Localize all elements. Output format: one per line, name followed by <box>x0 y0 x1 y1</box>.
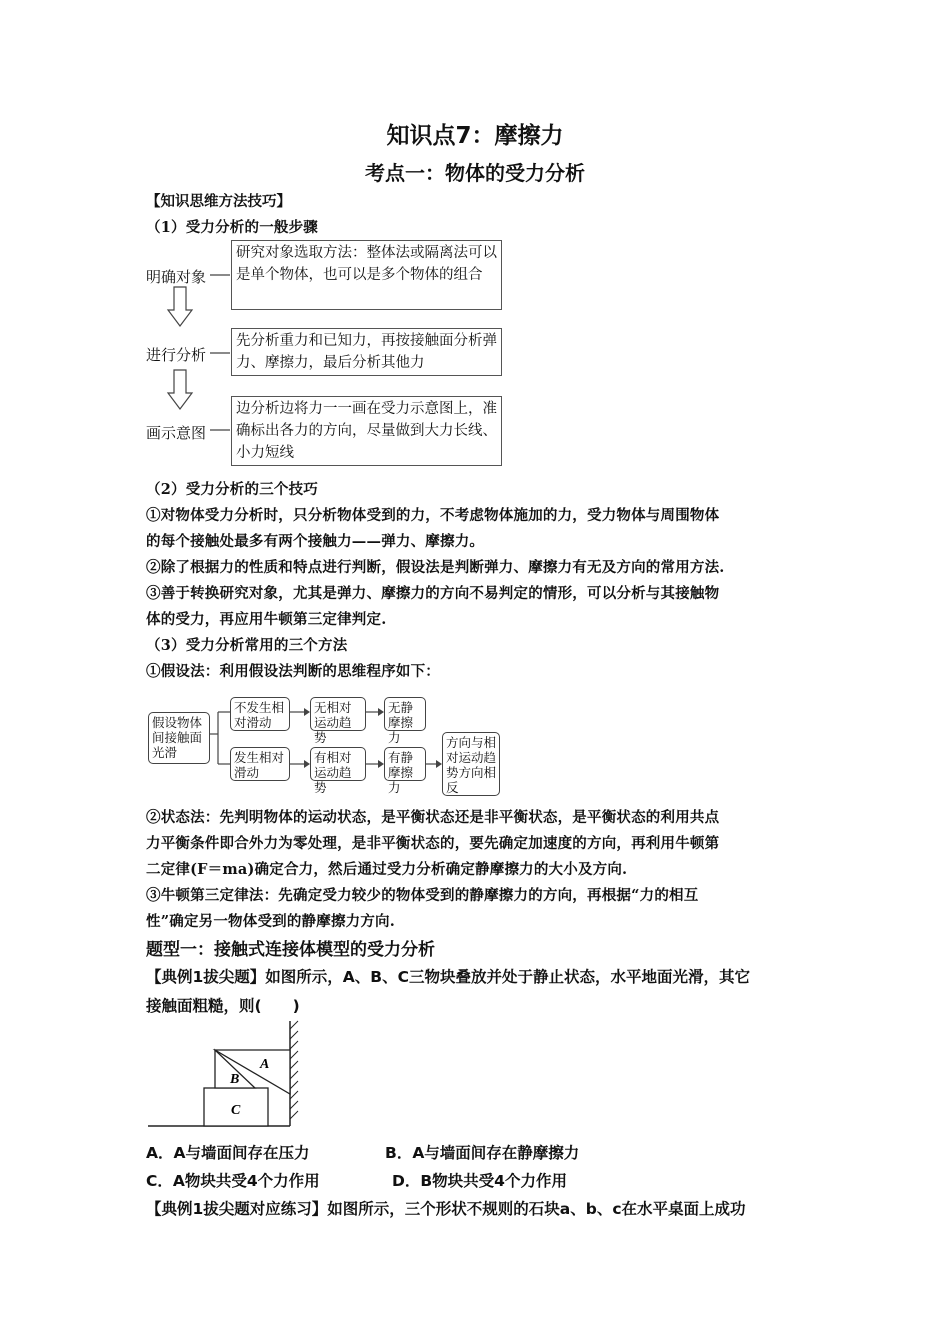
method-2-line: 力平衡条件即合外力为零处理，是非平衡状态的，要先确定加速度的方向，再利用牛顿第 <box>146 835 720 852</box>
sub-heading-3: （3）受力分析常用的三个方法 <box>146 637 348 654</box>
example-line: 接触面粗糙，则( ) <box>146 997 300 1015</box>
wall-hatch <box>290 1021 298 1119</box>
blocks-figure <box>140 1015 320 1130</box>
tip-line: ①对物体受力分析时，只分析物体受到的力，不考虑物体施加的力，受力物体与周围物体 <box>146 507 720 524</box>
flow-label-1: 明确对象 <box>146 268 207 286</box>
label-a: A <box>260 1057 270 1072</box>
label-c: C <box>231 1103 241 1118</box>
flow2-top-2: 无相对运动趋势 <box>310 697 366 731</box>
label-b: B <box>230 1072 240 1087</box>
page-subtitle: 考点一：物体的受力分析 <box>365 161 585 185</box>
flow2-bottom-1: 发生相对滑动 <box>230 747 290 781</box>
section-heading: 【知识思维方法技巧】 <box>146 194 291 210</box>
method-3-line: ③牛顿第三定律法：先确定受力较少的物体受到的静摩擦力的方向，再根据“力的相互 <box>146 887 699 904</box>
flow2-bottom-4: 方向与相对运动趋势方向相反 <box>442 732 500 796</box>
flow-label-3: 画示意图 <box>146 424 207 442</box>
tip-line: ③善于转换研究对象，尤其是弹力、摩擦力的方向不易判定的情形，可以分析与其接触物 <box>146 585 720 602</box>
method-3-line: 性”确定另一物体受到的静摩擦力方向. <box>146 913 395 930</box>
option-d: D．B物块共受4个力作用 <box>392 1172 567 1190</box>
flow-box-2: 先分析重力和已知力，再按接触面分析弹力、摩擦力，最后分析其他力 <box>231 328 502 376</box>
flow-box-1: 研究对象选取方法：整体法或隔离法可以是单个物体，也可以是多个物体的组合 <box>231 240 502 310</box>
flow2-bottom-3: 有静摩擦力 <box>384 747 426 781</box>
flow2-start: 假设物体间接触面光滑 <box>148 712 210 764</box>
flow2-top-3: 无静摩擦力 <box>384 697 426 731</box>
tip-line: 体的受力，再应用牛顿第三定律判定. <box>146 611 387 628</box>
flow-label-2: 进行分析 <box>146 346 207 364</box>
method-1: ①假设法：利用假设法判断的思维程序如下： <box>146 663 440 680</box>
page-title: 知识点7：摩擦力 <box>386 123 564 149</box>
sub-heading-1: （1）受力分析的一般步骤 <box>146 219 318 236</box>
sub-heading-2: （2）受力分析的三个技巧 <box>146 481 318 498</box>
option-b: B．A与墙面间存在静摩擦力 <box>385 1144 580 1162</box>
tip-line: 的每个接触处最多有两个接触力——弹力、摩擦力。 <box>146 533 485 550</box>
example-line: 【典例1拔尖题】如图所示，A、B、C三物块叠放并处于静止状态，水平地面光滑，其它 <box>146 968 750 986</box>
method-2-line: 二定律(F＝ma)确定合力，然后通过受力分析确定静摩擦力的大小及方向. <box>146 861 628 878</box>
option-a: A．A与墙面间存在压力 <box>146 1144 310 1162</box>
practice-line: 【典例1拔尖题对应练习】如图所示，三个形状不规则的石块a、b、c在水平桌面上成功 <box>146 1200 746 1218</box>
down-arrow-icon <box>168 370 192 409</box>
flow2-top-1: 不发生相对滑动 <box>230 697 290 731</box>
tip-line: ②除了根据力的性质和特点进行判断，假设法是判断弹力、摩擦力有无及方向的常用方法. <box>146 559 725 576</box>
flow-arrows <box>140 230 240 470</box>
method-2-line: ②状态法：先判明物体的运动状态，是平衡状态还是非平衡状态，是平衡状态的利用共点 <box>146 809 720 826</box>
flow2-bottom-2: 有相对运动趋势 <box>310 747 366 781</box>
question-type-heading: 题型一：接触式连接体模型的受力分析 <box>146 940 435 960</box>
down-arrow-icon <box>168 287 192 326</box>
flow-box-3: 边分析边将力一一画在受力示意图上，准确标出各力的方向，尽量做到大力长线、小力短线 <box>231 396 502 466</box>
option-c: C．A物块共受4个力作用 <box>146 1172 320 1190</box>
